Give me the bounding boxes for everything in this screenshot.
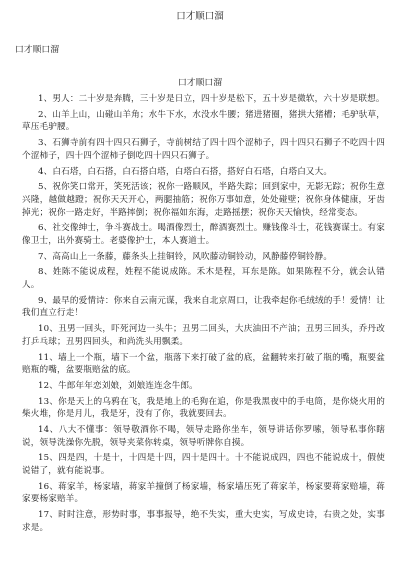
page-title: 口才顺口溜 bbox=[176, 11, 224, 22]
paragraph-4: 4、白石塔，白石搭，白石搭白塔，白塔白石搭，搭好白石塔，白塔白又大。 bbox=[38, 166, 333, 177]
paragraph-13: 13、你是天上的乌鸦在飞，我是地上的毛狗在追，你是我黑夜中的手电筒，是你烧火用的柴火堆，你是月儿，我是牙，没有了你，我就要回去。 bbox=[22, 396, 385, 420]
paragraph-1: 1、男人：二十岁是奔腾，三十岁是日立，四十岁是松下，五十岁是微软，六十岁是联想。 bbox=[38, 94, 385, 104]
paragraph-16: 16、蒋家羊，杨家墙，蒋家羊撞倒了杨家墙，杨家墙压死了蒋家羊，杨家要蒋家赔墙，蒋家要杨家赔羊。 bbox=[22, 481, 385, 505]
paragraph-12: 12、牛郎年年恋刘娘，刘娘连连念牛郎。 bbox=[38, 380, 198, 391]
paragraph-2: 2、山羊上山，山碰山羊角；水牛下水，水没水牛腰；猪进猪圈，猪拱大猪槽；毛驴驮草，草压毛驴腰。 bbox=[22, 109, 385, 133]
document-body bbox=[0, 89, 400, 534]
paragraph-15: 15、四是四，十是十，十四是十四，四十是四十。十不能说成四，四也不能说成十，假使说错了，就有能说事。 bbox=[22, 453, 385, 477]
document-subtitle: 口才顺口溜 bbox=[15, 45, 59, 55]
section-heading: 口才顺口溜 bbox=[178, 78, 222, 88]
paragraph-8: 8、姓陈不能说成程，姓程不能说成陈。禾木是程，耳东是陈。如果陈程不分，就会认错人。 bbox=[22, 267, 385, 291]
paragraph-14: 14、八大不懂事：领导敬酒你不喝，领导走路你坐车，领导讲话你罗嗦，领导私事你瞎说，领导洗澡你先脱，领导夹菜你转桌，领导听牌你自摸。 bbox=[22, 425, 385, 448]
paragraph-7: 7、高高山上一条藤，藤条头上挂铜铃，风吹藤动铜铃动，风静藤停铜铃静。 bbox=[38, 251, 333, 262]
paragraph-6: 6、社交像绅士，争斗赛战士。喝酒像烈士，醉酒赛烈士。赚钱像斗士，花钱赛谋士。有家像卫士，出外赛骑士。老婆像护士，本人赛道士。 bbox=[22, 223, 385, 246]
paragraph-10: 10、丑男一回头，吓死河边一头牛；丑男二回头，大庆油田不产油；丑男三回头，乔丹改打乒乓球；丑男四回头，和尚洗头用飘柔。 bbox=[22, 324, 385, 347]
paragraph-11: 11、墙上一个瓶，墙下一个盆，瓶落下来打破了盆的底，盆翻转来打破了瓶的嘴，瓶要盆赔瓶的嘴，盆要瓶赔盆的底。 bbox=[22, 352, 385, 376]
paragraph-3: 3、石狮寺前有四十四只石狮子，寺前树结了四十四个涩柿子，四十四只石狮子不吃四十四个涩柿子，四十四个涩柿子倒吃四十四只石狮子。 bbox=[22, 138, 385, 161]
paragraph-5: 5、祝你笑口常开，笑死活该；祝你一路顺风，半路失踪；回到家中，无影无踪；祝你生意兴隆，越做越蹬；祝你天天开心，两腿抽筋；祝你万事如意，处处碰壁；祝你身体健康，牙齿掉光；祝你一路走好，半路摔倒；祝你福如东海，走路摇摆；祝你天天愉快，经常变态。 bbox=[22, 182, 385, 218]
paragraph-9: 9、最早的爱情诗：你来自云南元谋，我来自北京周口，让我牵起你毛绒绒的手！爱情！让我们直立行走！ bbox=[22, 295, 385, 319]
paragraph-17: 17、时时注意，形势时事，事事报导，绝不失实，重大史实，写成史诗，右贵之处，实事求是。 bbox=[22, 510, 385, 533]
